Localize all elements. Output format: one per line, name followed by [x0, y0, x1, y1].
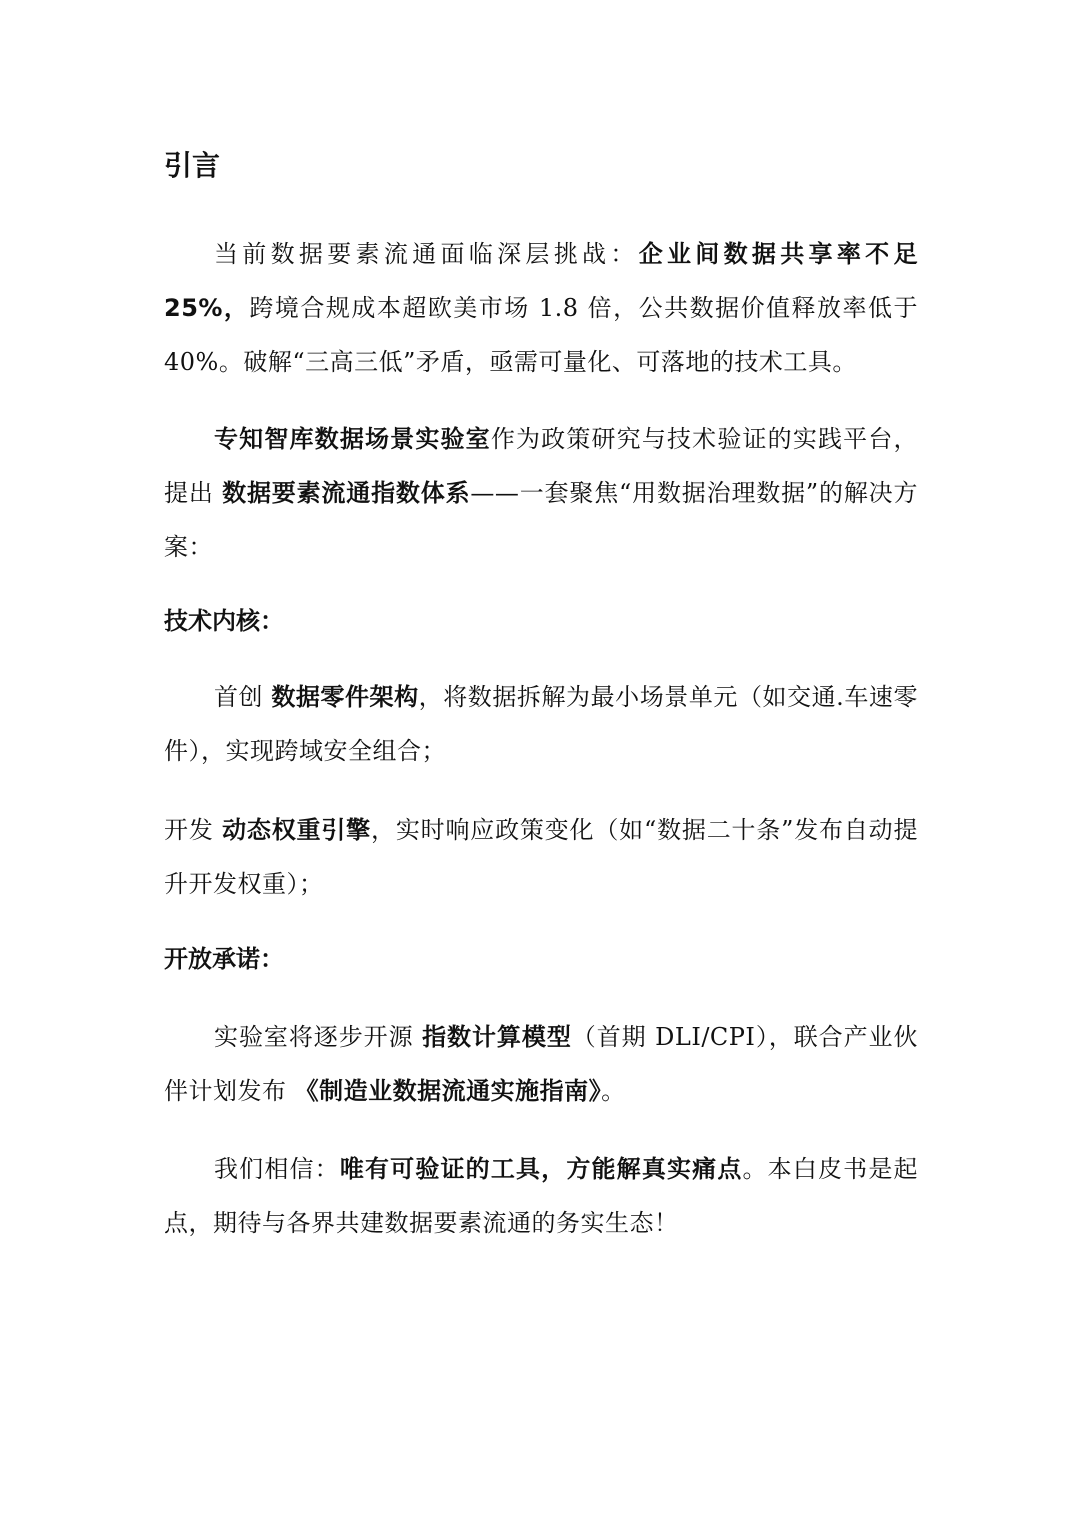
p2-text-1: 作为政策研究与技术验证的实践平台，提出: [164, 425, 919, 507]
section-heading-open: 开放承诺：: [164, 945, 284, 973]
p5-text-3: 。: [601, 1077, 626, 1105]
p3-bold-1: 数据零件架构: [271, 683, 419, 711]
p6-text-1: 我们相信：: [214, 1155, 340, 1183]
page-title: 引言: [164, 149, 221, 182]
p1-text-1: 当前数据要素流通面临深层挑战：: [214, 240, 639, 268]
p5-bold-1: 指数计算模型: [422, 1023, 572, 1051]
p1-text-2: 跨境合规成本超欧美市场 1.8 倍，公共数据价值释放率低于 40%。破解“三高三低”矛盾，亟需可量化、可落地的技术工具。: [164, 294, 918, 376]
p2-bold-2: 数据要素流通指数体系: [222, 479, 471, 507]
p2-bold-1: 专知智库数据场景实验室: [214, 425, 491, 453]
closing-paragraph: [164, 1142, 918, 1250]
p6-bold-1: 唯有可验证的工具，方能解真实痛点: [339, 1155, 743, 1183]
p3-text-1: 首创: [214, 683, 272, 711]
intro-paragraph-lab: [164, 412, 918, 574]
open-paragraph-model: [164, 1010, 918, 1118]
p4-bold-1: 动态权重引擎: [222, 816, 371, 844]
p5-bold-2: 《制造业数据流通实施指南》: [294, 1077, 602, 1105]
p1-bold-1: 企业间数据共享率不足 25%，: [164, 240, 918, 322]
tech-paragraph-engine: [164, 803, 918, 911]
p6-text-2: 。本白皮书是起点，期待与各界共建数据要素流通的务实生态！: [164, 1155, 919, 1237]
intro-paragraph-challenges: [164, 227, 918, 389]
p3-text-2: ，将数据拆解为最小场景单元（如交通.车速零件），实现跨域安全组合；: [164, 683, 918, 765]
section-heading-tech: 技术内核：: [164, 607, 284, 635]
p4-text-1: 开发: [164, 816, 223, 844]
p4-text-2: ，实时响应政策变化（如“数据二十条”发布自动提升开发权重）；: [164, 816, 919, 898]
p5-text-2: （首期 DLI/CPI），联合产业伙伴计划发布: [164, 1023, 918, 1105]
p5-text-1: 实验室将逐步开源: [214, 1023, 423, 1051]
tech-paragraph-architecture: [164, 670, 918, 778]
p2-text-2: ——一套聚焦“用数据治理数据”的解决方案：: [164, 479, 919, 561]
